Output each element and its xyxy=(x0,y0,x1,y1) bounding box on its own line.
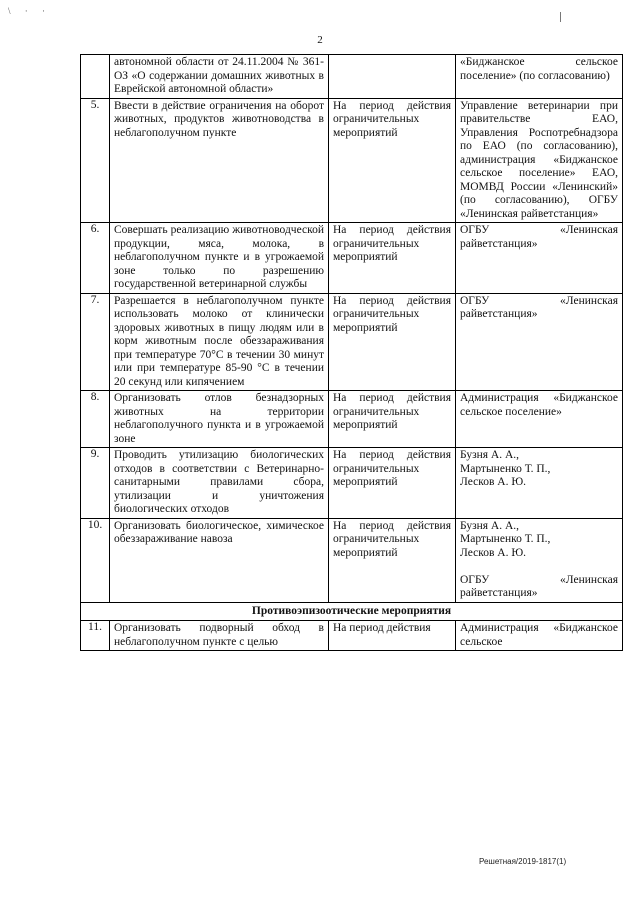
table-row xyxy=(81,55,623,99)
period-cell: На период действия ограничительных мероприятий xyxy=(329,293,456,391)
responsible-cell: Бузня А. А., Мартыненко Т. П., Лесков А. Ю. xyxy=(456,448,623,519)
row-number: 6. xyxy=(81,223,110,294)
action-cell: Разрешается в неблагополучном пункте использовать молоко от клинически здоровых животных в пищу людям или в корм животным после обеззараживания при температуре 70°С в течении 30 минут или при температуре 85-90 °С в течении 20 секунд или кипячением xyxy=(110,293,329,391)
responsible-cell: Администрация «Биджанское сельское xyxy=(456,621,623,651)
table-row xyxy=(81,98,623,223)
table-row xyxy=(81,391,623,448)
responsible-cell: Администрация «Биджанское сельское поселение» xyxy=(456,391,623,448)
row-number: 7. xyxy=(81,293,110,391)
section-title: Противоэпизоотические мероприятия xyxy=(81,602,623,621)
responsible-cell: «Биджанское сельское поселение» (по согласованию) xyxy=(456,55,623,99)
measures-table xyxy=(80,54,623,651)
period-cell: На период действия ограничительных мероприятий xyxy=(329,448,456,519)
action-cell: Организовать биологическое, химическое обеззараживание навоза xyxy=(110,518,329,602)
responsible-cell: Бузня А. А., Мартыненко Т. П., Лесков А. Ю. ОГБУ «Ленинская райветстанция» xyxy=(456,518,623,602)
period-cell: На период действия ограничительных мероприятий xyxy=(329,391,456,448)
action-cell: Организовать отлов безнадзорных животных на территории неблагополучного пункта и в угрожаемой зоне xyxy=(110,391,329,448)
table-row xyxy=(81,518,623,602)
row-number: 10. xyxy=(81,518,110,602)
responsible-cell: ОГБУ «Ленинская райветстанция» xyxy=(456,223,623,294)
period-cell: На период действия xyxy=(329,621,456,651)
row-number: 11. xyxy=(81,621,110,651)
period-cell xyxy=(329,55,456,99)
row-number xyxy=(81,55,110,99)
page-number: 2 xyxy=(317,34,323,46)
action-cell: автономной области от 24.11.2004 № 361-ОЗ «О содержании домашних животных в Еврейской автономной области» xyxy=(110,55,329,99)
period-cell: На период действия ограничительных мероприятий xyxy=(329,98,456,223)
row-number: 5. xyxy=(81,98,110,223)
table-row xyxy=(81,448,623,519)
table-row xyxy=(81,223,623,294)
section-row xyxy=(81,602,623,621)
scan-marks: \ · · xyxy=(8,6,51,16)
responsible-cell: Управление ветеринарии при правительстве ЕАО, Управления Роспотребнадзора по ЕАО (по согласованию), администрация «Биджанское сельское поселение» ЕАО, МОМВД России «Ленинский» (по согласованию), ОГБУ «Ленинская райветстанция» xyxy=(456,98,623,223)
row-number: 8. xyxy=(81,391,110,448)
responsible-cell: ОГБУ «Ленинская райветстанция» xyxy=(456,293,623,391)
document-stamp: Решетная/2019-1817(1) xyxy=(479,857,567,866)
action-cell: Проводить утилизацию биологических отходов в соответствии с Ветеринарно-санитарными правилами сбора, утилизации и уничтожения биологических отходов xyxy=(110,448,329,519)
action-cell: Организовать подворный обход в неблагополучном пункте с целью xyxy=(110,621,329,651)
action-cell: Ввести в действие ограничения на оборот животных, продуктов животноводства в неблагополучном пункте xyxy=(110,98,329,223)
action-cell: Совершать реализацию животноводческой продукции, мяса, молока, в неблагополучном пункте и в угрожаемой зоне только по разрешению государственной ветеринарной службы xyxy=(110,223,329,294)
table-row xyxy=(81,293,623,391)
period-cell: На период действия ограничительных мероприятий xyxy=(329,223,456,294)
table-row xyxy=(81,621,623,651)
row-number: 9. xyxy=(81,448,110,519)
scan-mark-line xyxy=(560,12,561,22)
period-cell: На период действия ограничительных мероприятий xyxy=(329,518,456,602)
